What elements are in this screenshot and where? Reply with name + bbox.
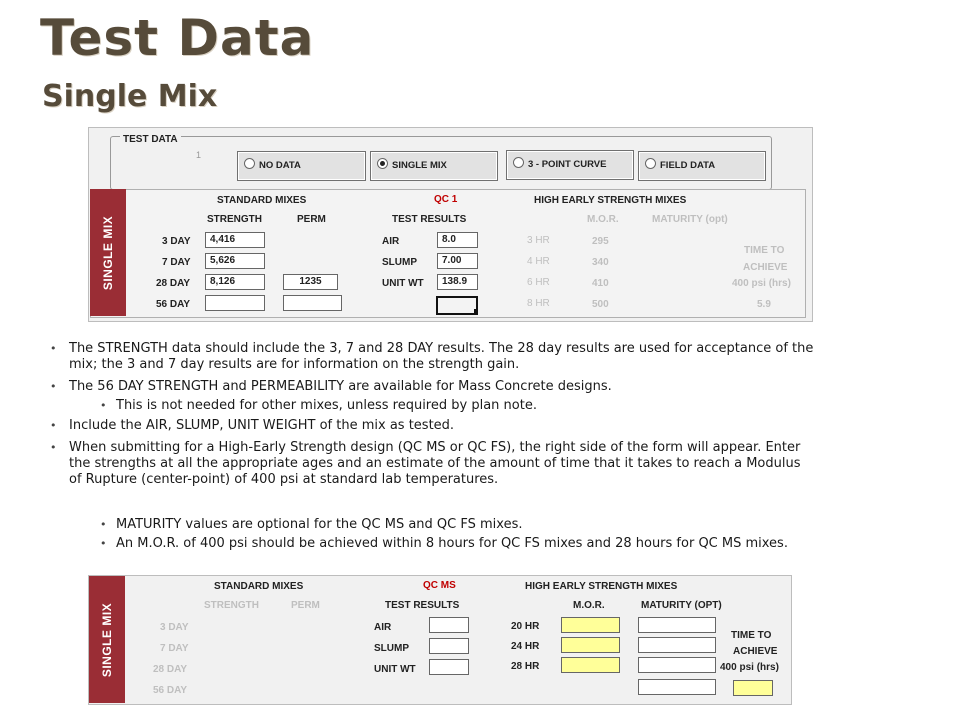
mor-header: M.O.R. bbox=[573, 600, 605, 611]
strength-header: STRENGTH bbox=[204, 600, 259, 611]
maturity-24-hr-field[interactable] bbox=[638, 637, 716, 653]
time-to-achieve-line: ACHIEVE bbox=[743, 262, 788, 273]
field-data-option[interactable]: FIELD DATA bbox=[638, 151, 766, 181]
standard-mixes-heading: STANDARD MIXES bbox=[217, 195, 307, 206]
single-mix-tab: SINGLE MIX bbox=[90, 189, 126, 316]
hour-label: 4 HR bbox=[527, 256, 550, 267]
slide-subtitle: Single Mix bbox=[42, 79, 218, 114]
unit-weight-field[interactable] bbox=[429, 659, 469, 675]
perm-28-day-field[interactable]: 1235 bbox=[283, 274, 338, 290]
record-marker: 1 bbox=[196, 150, 202, 160]
strength-7-day-field[interactable]: 5,626 bbox=[205, 253, 265, 269]
standard-mixes-heading: STANDARD MIXES bbox=[214, 581, 304, 592]
mor-value: 295 bbox=[592, 236, 609, 247]
test-label: UNIT WT bbox=[382, 278, 424, 289]
high-early-heading: HIGH EARLY STRENGTH MIXES bbox=[525, 581, 678, 592]
age-label: 7 DAY bbox=[160, 643, 189, 654]
time-to-achieve-field[interactable] bbox=[733, 680, 773, 696]
test-label: SLUMP bbox=[382, 257, 417, 268]
perm-header: PERM bbox=[297, 214, 326, 225]
radio-selected-icon bbox=[377, 158, 388, 169]
hour-label: 28 HR bbox=[511, 661, 540, 672]
mor-20-hr-field[interactable] bbox=[561, 617, 620, 633]
single-mix-option[interactable]: SINGLE MIX bbox=[370, 151, 498, 181]
no-data-option[interactable]: NO DATA bbox=[237, 151, 366, 181]
slide-title: Test Data bbox=[40, 9, 315, 67]
maturity-header: MATURITY (opt) bbox=[652, 214, 728, 225]
hour-label: 24 HR bbox=[511, 641, 540, 652]
radio-icon bbox=[513, 157, 524, 168]
three-point-curve-option[interactable]: 3 - POINT CURVE bbox=[506, 150, 634, 180]
strength-3-day-field[interactable]: 4,416 bbox=[205, 232, 265, 248]
age-label: 56 DAY bbox=[153, 685, 188, 696]
test-label: AIR bbox=[382, 236, 400, 247]
focused-empty-field[interactable] bbox=[436, 296, 478, 315]
time-to-achieve-line: 400 psi (hrs) bbox=[720, 662, 779, 673]
test-data-label: TEST DATA bbox=[120, 134, 181, 145]
age-label: 3 DAY bbox=[162, 236, 191, 247]
resize-handle-icon bbox=[474, 309, 478, 313]
time-to-achieve-line: TIME TO bbox=[731, 630, 772, 641]
air-field[interactable]: 8.0 bbox=[437, 232, 478, 248]
perm-header: PERM bbox=[291, 600, 320, 611]
maturity-20-hr-field[interactable] bbox=[638, 617, 716, 633]
slump-field[interactable] bbox=[429, 638, 469, 654]
maturity-extra-field[interactable] bbox=[638, 679, 716, 695]
mor-value: 410 bbox=[592, 278, 609, 289]
strength-28-day-field[interactable]: 8,126 bbox=[205, 274, 265, 290]
test-results-header: TEST RESULTS bbox=[392, 214, 467, 225]
time-value: 5.9 bbox=[757, 299, 771, 310]
mor-header: M.O.R. bbox=[587, 214, 619, 225]
qc-label: QC MS bbox=[423, 580, 456, 591]
radio-icon bbox=[645, 158, 656, 169]
age-label: 28 DAY bbox=[153, 664, 188, 675]
single-mix-tab: SINGLE MIX bbox=[89, 576, 125, 703]
strength-56-day-field[interactable] bbox=[205, 295, 265, 311]
perm-56-day-field[interactable] bbox=[283, 295, 342, 311]
qc-label: QC 1 bbox=[434, 194, 458, 205]
radio-icon bbox=[244, 158, 255, 169]
air-field[interactable] bbox=[429, 617, 469, 633]
age-label: 7 DAY bbox=[162, 257, 191, 268]
test-label: SLUMP bbox=[374, 643, 409, 654]
high-early-heading: HIGH EARLY STRENGTH MIXES bbox=[534, 195, 687, 206]
hour-label: 8 HR bbox=[527, 298, 550, 309]
hour-label: 3 HR bbox=[527, 235, 550, 246]
mor-28-hr-field[interactable] bbox=[561, 657, 620, 673]
time-to-achieve-line: TIME TO bbox=[744, 245, 785, 256]
mor-24-hr-field[interactable] bbox=[561, 637, 620, 653]
test-results-header: TEST RESULTS bbox=[385, 600, 460, 611]
maturity-28-hr-field[interactable] bbox=[638, 657, 716, 673]
time-to-achieve-line: 400 psi (hrs) bbox=[732, 278, 791, 289]
test-label: AIR bbox=[374, 622, 392, 633]
maturity-header: MATURITY (OPT) bbox=[641, 600, 722, 611]
age-label: 3 DAY bbox=[160, 622, 189, 633]
mor-value: 500 bbox=[592, 299, 609, 310]
age-label: 56 DAY bbox=[156, 299, 191, 310]
age-label: 28 DAY bbox=[156, 278, 191, 289]
hour-label: 6 HR bbox=[527, 277, 550, 288]
test-label: UNIT WT bbox=[374, 664, 416, 675]
strength-header: STRENGTH bbox=[207, 214, 262, 225]
hour-label: 20 HR bbox=[511, 621, 540, 632]
slump-field[interactable]: 7.00 bbox=[437, 253, 478, 269]
time-to-achieve-line: ACHIEVE bbox=[733, 646, 778, 657]
mor-value: 340 bbox=[592, 257, 609, 268]
unit-weight-field[interactable]: 138.9 bbox=[437, 274, 478, 290]
